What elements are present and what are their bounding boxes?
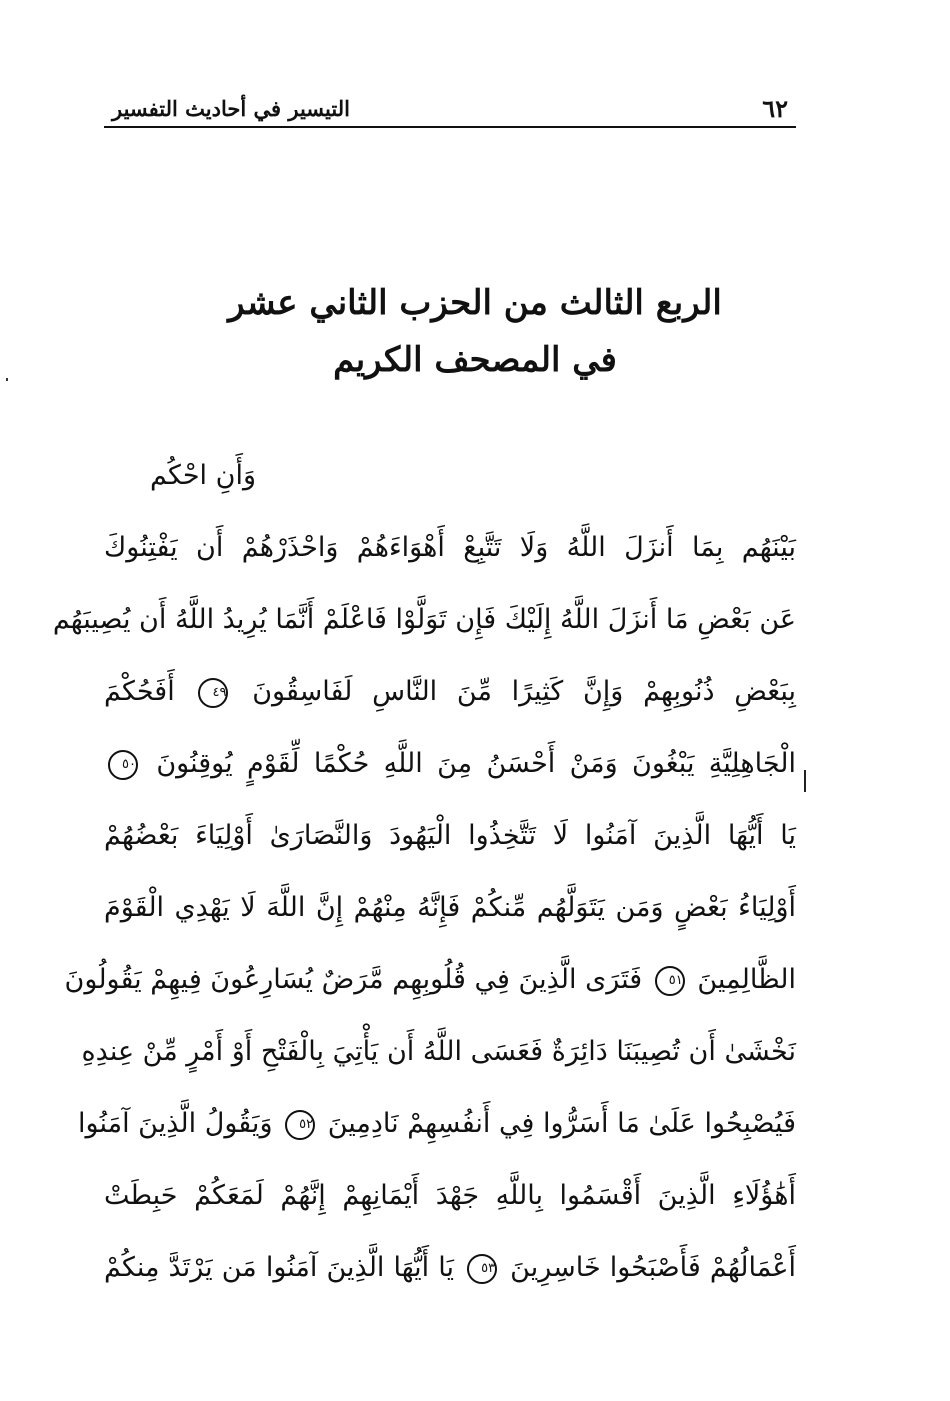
verse-line-3 bbox=[52, 584, 796, 656]
verse-text: نَخْشَىٰ أَن تُصِيبَنَا دَائِرَةٌ فَعَسَى اللَّهُ أَن يَأْتِيَ بِالْفَتْحِ أَوْ أَمْرٍ مِّنْ عِندِهِ bbox=[81, 1036, 796, 1067]
verse-line-8 bbox=[64, 944, 796, 1016]
verse-text: فَيُصْبِحُوا عَلَىٰ مَا أَسَرُّوا فِي أَنفُسِهِمْ نَادِمِينَ bbox=[327, 1108, 796, 1139]
verse-line-11 bbox=[104, 1160, 796, 1232]
verse-line-10 bbox=[78, 1088, 796, 1160]
verse-text: أَوْلِيَاءُ بَعْضٍ وَمَن يَتَوَلَّهُم مِّنكُمْ فَإِنَّهُ مِنْهُمْ إِنَّ اللَّهَ لَا يَهْدِي الْقَوْمَ bbox=[104, 892, 796, 923]
scan-speck bbox=[6, 378, 8, 381]
verse-text: الظَّالِمِينَ bbox=[697, 964, 796, 995]
verse-text: أَهَٰؤُلَاءِ الَّذِينَ أَقْسَمُوا بِاللَّهِ جَهْدَ أَيْمَانِهِمْ إِنَّهُمْ لَمَعَكُمْ حَبِطَتْ bbox=[104, 1180, 796, 1211]
verse-line-4 bbox=[104, 656, 796, 728]
ayah-number-marker: ٥١ bbox=[655, 966, 685, 996]
verse-text: وَيَقُولُ الَّذِينَ آمَنُوا bbox=[78, 1108, 273, 1139]
verse-line-5 bbox=[104, 728, 796, 800]
verse-line-12 bbox=[104, 1232, 796, 1304]
verse-line-6 bbox=[104, 800, 796, 872]
verse-line-9 bbox=[81, 1016, 796, 1088]
quran-verses-block bbox=[52, 440, 796, 1304]
verse-text: يَا أَيُّهَا الَّذِينَ آمَنُوا لَا تَتَّخِذُوا الْيَهُودَ وَالنَّصَارَىٰ أَوْلِيَاءَ بَعْضُهُمْ bbox=[104, 820, 796, 851]
page-number: ٦٢ bbox=[762, 94, 788, 123]
verse-text: أَعْمَالُهُمْ فَأَصْبَحُوا خَاسِرِينَ bbox=[510, 1252, 796, 1283]
verse-line-2 bbox=[104, 512, 796, 584]
verse-line-1 bbox=[104, 440, 796, 512]
verse-text: فَتَرَى الَّذِينَ فِي قُلُوبِهِم مَّرَضٌ يُسَارِعُونَ فِيهِمْ يَقُولُونَ bbox=[64, 964, 643, 995]
running-header bbox=[108, 92, 796, 128]
section-title-line-2: في المصحف الكريم bbox=[333, 340, 617, 380]
verse-text: بِبَعْضِ ذُنُوبِهِمْ وَإِنَّ كَثِيرًا مِّنَ النَّاسِ لَفَاسِقُونَ bbox=[252, 676, 796, 707]
verse-text: وَأَنِ احْكُم bbox=[149, 460, 256, 491]
margin-mark bbox=[804, 770, 806, 792]
verse-text: الْجَاهِلِيَّةِ يَبْغُونَ وَمَنْ أَحْسَنُ مِنَ اللَّهِ حُكْمًا لِّقَوْمٍ يُوقِنُونَ bbox=[156, 748, 796, 779]
section-title-line-1: الربع الثالث من الحزب الثاني عشر bbox=[228, 283, 722, 323]
verse-line-7 bbox=[104, 872, 796, 944]
verse-text: أَفَحُكْمَ bbox=[104, 676, 175, 707]
verse-text: يَا أَيُّهَا الَّذِينَ آمَنُوا مَن يَرْتَدَّ مِنكُمْ bbox=[104, 1252, 454, 1283]
verse-text: بَيْنَهُم بِمَا أَنزَلَ اللَّهُ وَلَا تَتَّبِعْ أَهْوَاءَهُمْ وَاحْذَرْهُمْ أَن يَفْتِنُوكَ bbox=[104, 532, 796, 563]
verse-text: عَن بَعْضِ مَا أَنزَلَ اللَّهُ إِلَيْكَ فَإِن تَوَلَّوْا فَاعْلَمْ أَنَّمَا يُرِيدُ اللَّهُ أَن يُصِيبَهُم bbox=[52, 604, 796, 635]
ayah-number-marker: ٤٩ bbox=[198, 678, 228, 708]
ayah-number-marker: ٥٠ bbox=[108, 750, 138, 780]
ayah-number-marker: ٥٣ bbox=[467, 1254, 497, 1284]
header-rule bbox=[104, 126, 796, 128]
book-title: التيسير في أحاديث التفسير bbox=[112, 96, 350, 121]
ayah-number-marker: ٥٢ bbox=[285, 1110, 315, 1140]
